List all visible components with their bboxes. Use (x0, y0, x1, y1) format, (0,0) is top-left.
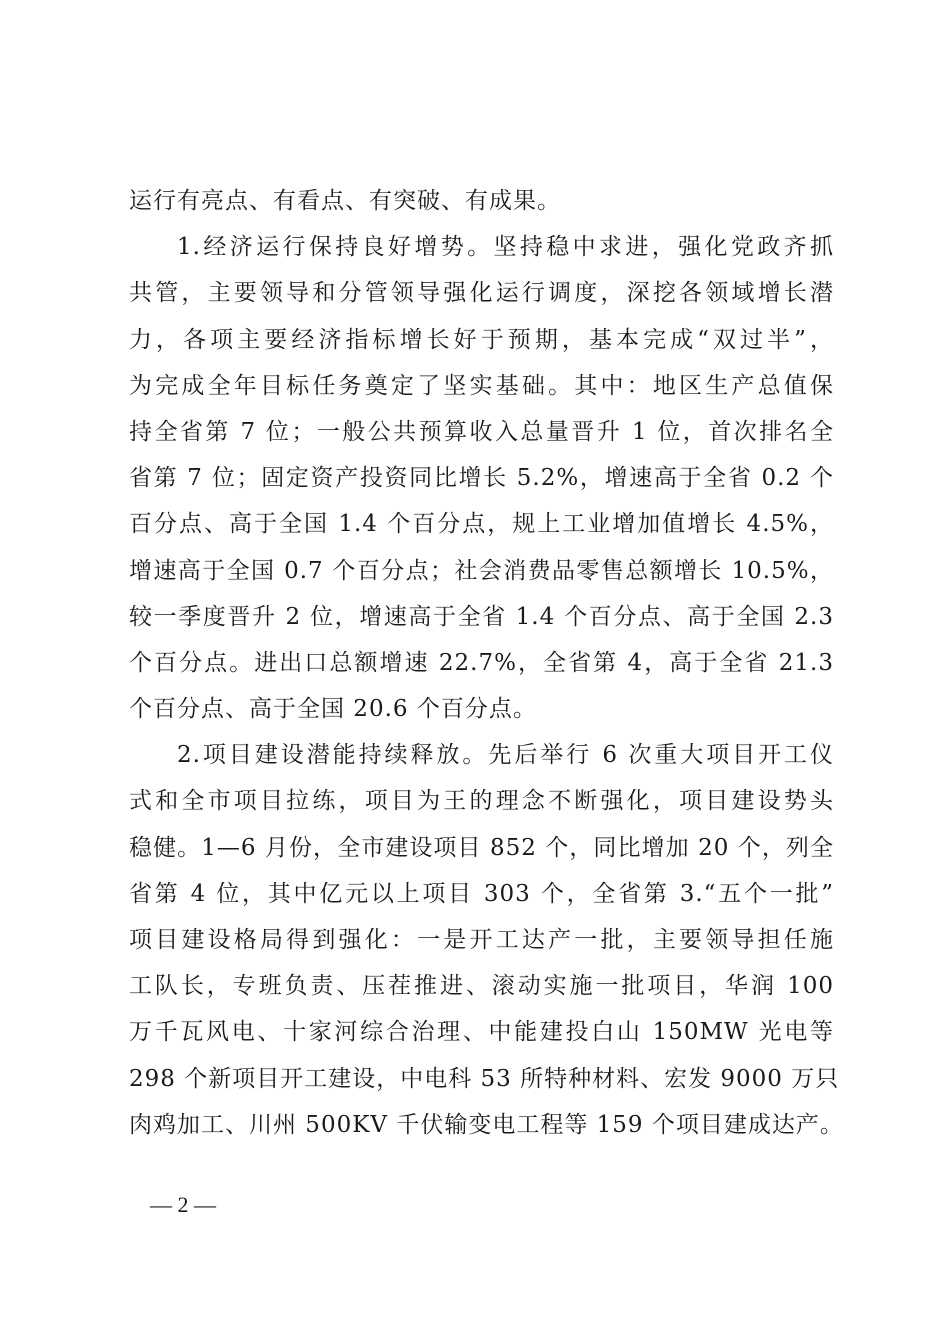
text-line: 百分点、高于全国 1.4 个百分点，规上工业增加值增长 4.5%， (129, 511, 834, 538)
text-line: 万千瓦风电、十家河综合治理、中能建投白山 150MW 光电等 (129, 1019, 834, 1046)
text-line: 1.经济运行保持良好增势。坚持稳中求进，强化党政齐抓 (177, 234, 834, 261)
text-line: 个百分点、高于全国 20.6 个百分点。 (129, 696, 537, 723)
text-line: 个百分点。进出口总额增速 22.7%，全省第 4，高于全省 21.3 (129, 649, 834, 676)
text-line: 肉鸡加工、川州 500KV 千伏输变电工程等 159 个项目建成达产。 (129, 1111, 844, 1138)
body-text (129, 178, 844, 1148)
text-line: 2.项目建设潜能持续释放。先后举行 6 次重大项目开工仪 (177, 742, 834, 769)
text-line: 为完成全年目标任务奠定了坚实基础。其中：地区生产总值保 (129, 372, 834, 399)
text-line: 持全省第 7 位；一般公共预算收入总量晋升 1 位，首次排名全 (129, 418, 834, 445)
text-line: 式和全市项目拉练，项目为王的理念不断强化，项目建设势头 (129, 788, 834, 815)
text-line: 运行有亮点、有看点、有突破、有成果。 (129, 188, 561, 214)
text-line: 298 个新项目开工建设，中电科 53 所特种材料、宏发 9000 万只 (129, 1065, 840, 1092)
text-line: 力，各项主要经济指标增长好于预期，基本完成“双过半”， (129, 326, 834, 353)
text-line: 增速高于全国 0.7 个百分点；社会消费品零售总额增长 10.5%， (129, 557, 834, 584)
text-line: 项目建设格局得到强化：一是开工达产一批，主要领导担任施 (129, 927, 834, 953)
text-line: 较一季度晋升 2 位，增速高于全省 1.4 个百分点、高于全国 2.3 (129, 603, 834, 630)
text-line: 稳健。1—6 月份，全市建设项目 852 个，同比增加 20 个，列全 (129, 834, 834, 861)
text-line: 共管，主要领导和分管领导强化运行调度，深挖各领域增长潜 (129, 280, 834, 307)
text-line: 工队长，专班负责、压茬推进、滚动实施一批项目，华润 100 (129, 973, 834, 1000)
text-line: 省第 7 位；固定资产投资同比增长 5.2%，增速高于全省 0.2 个 (129, 465, 834, 492)
page-number: — 2 — (150, 1192, 216, 1217)
text-line: 省第 4 位，其中亿元以上项目 303 个，全省第 3.“五个一批” (129, 880, 834, 907)
